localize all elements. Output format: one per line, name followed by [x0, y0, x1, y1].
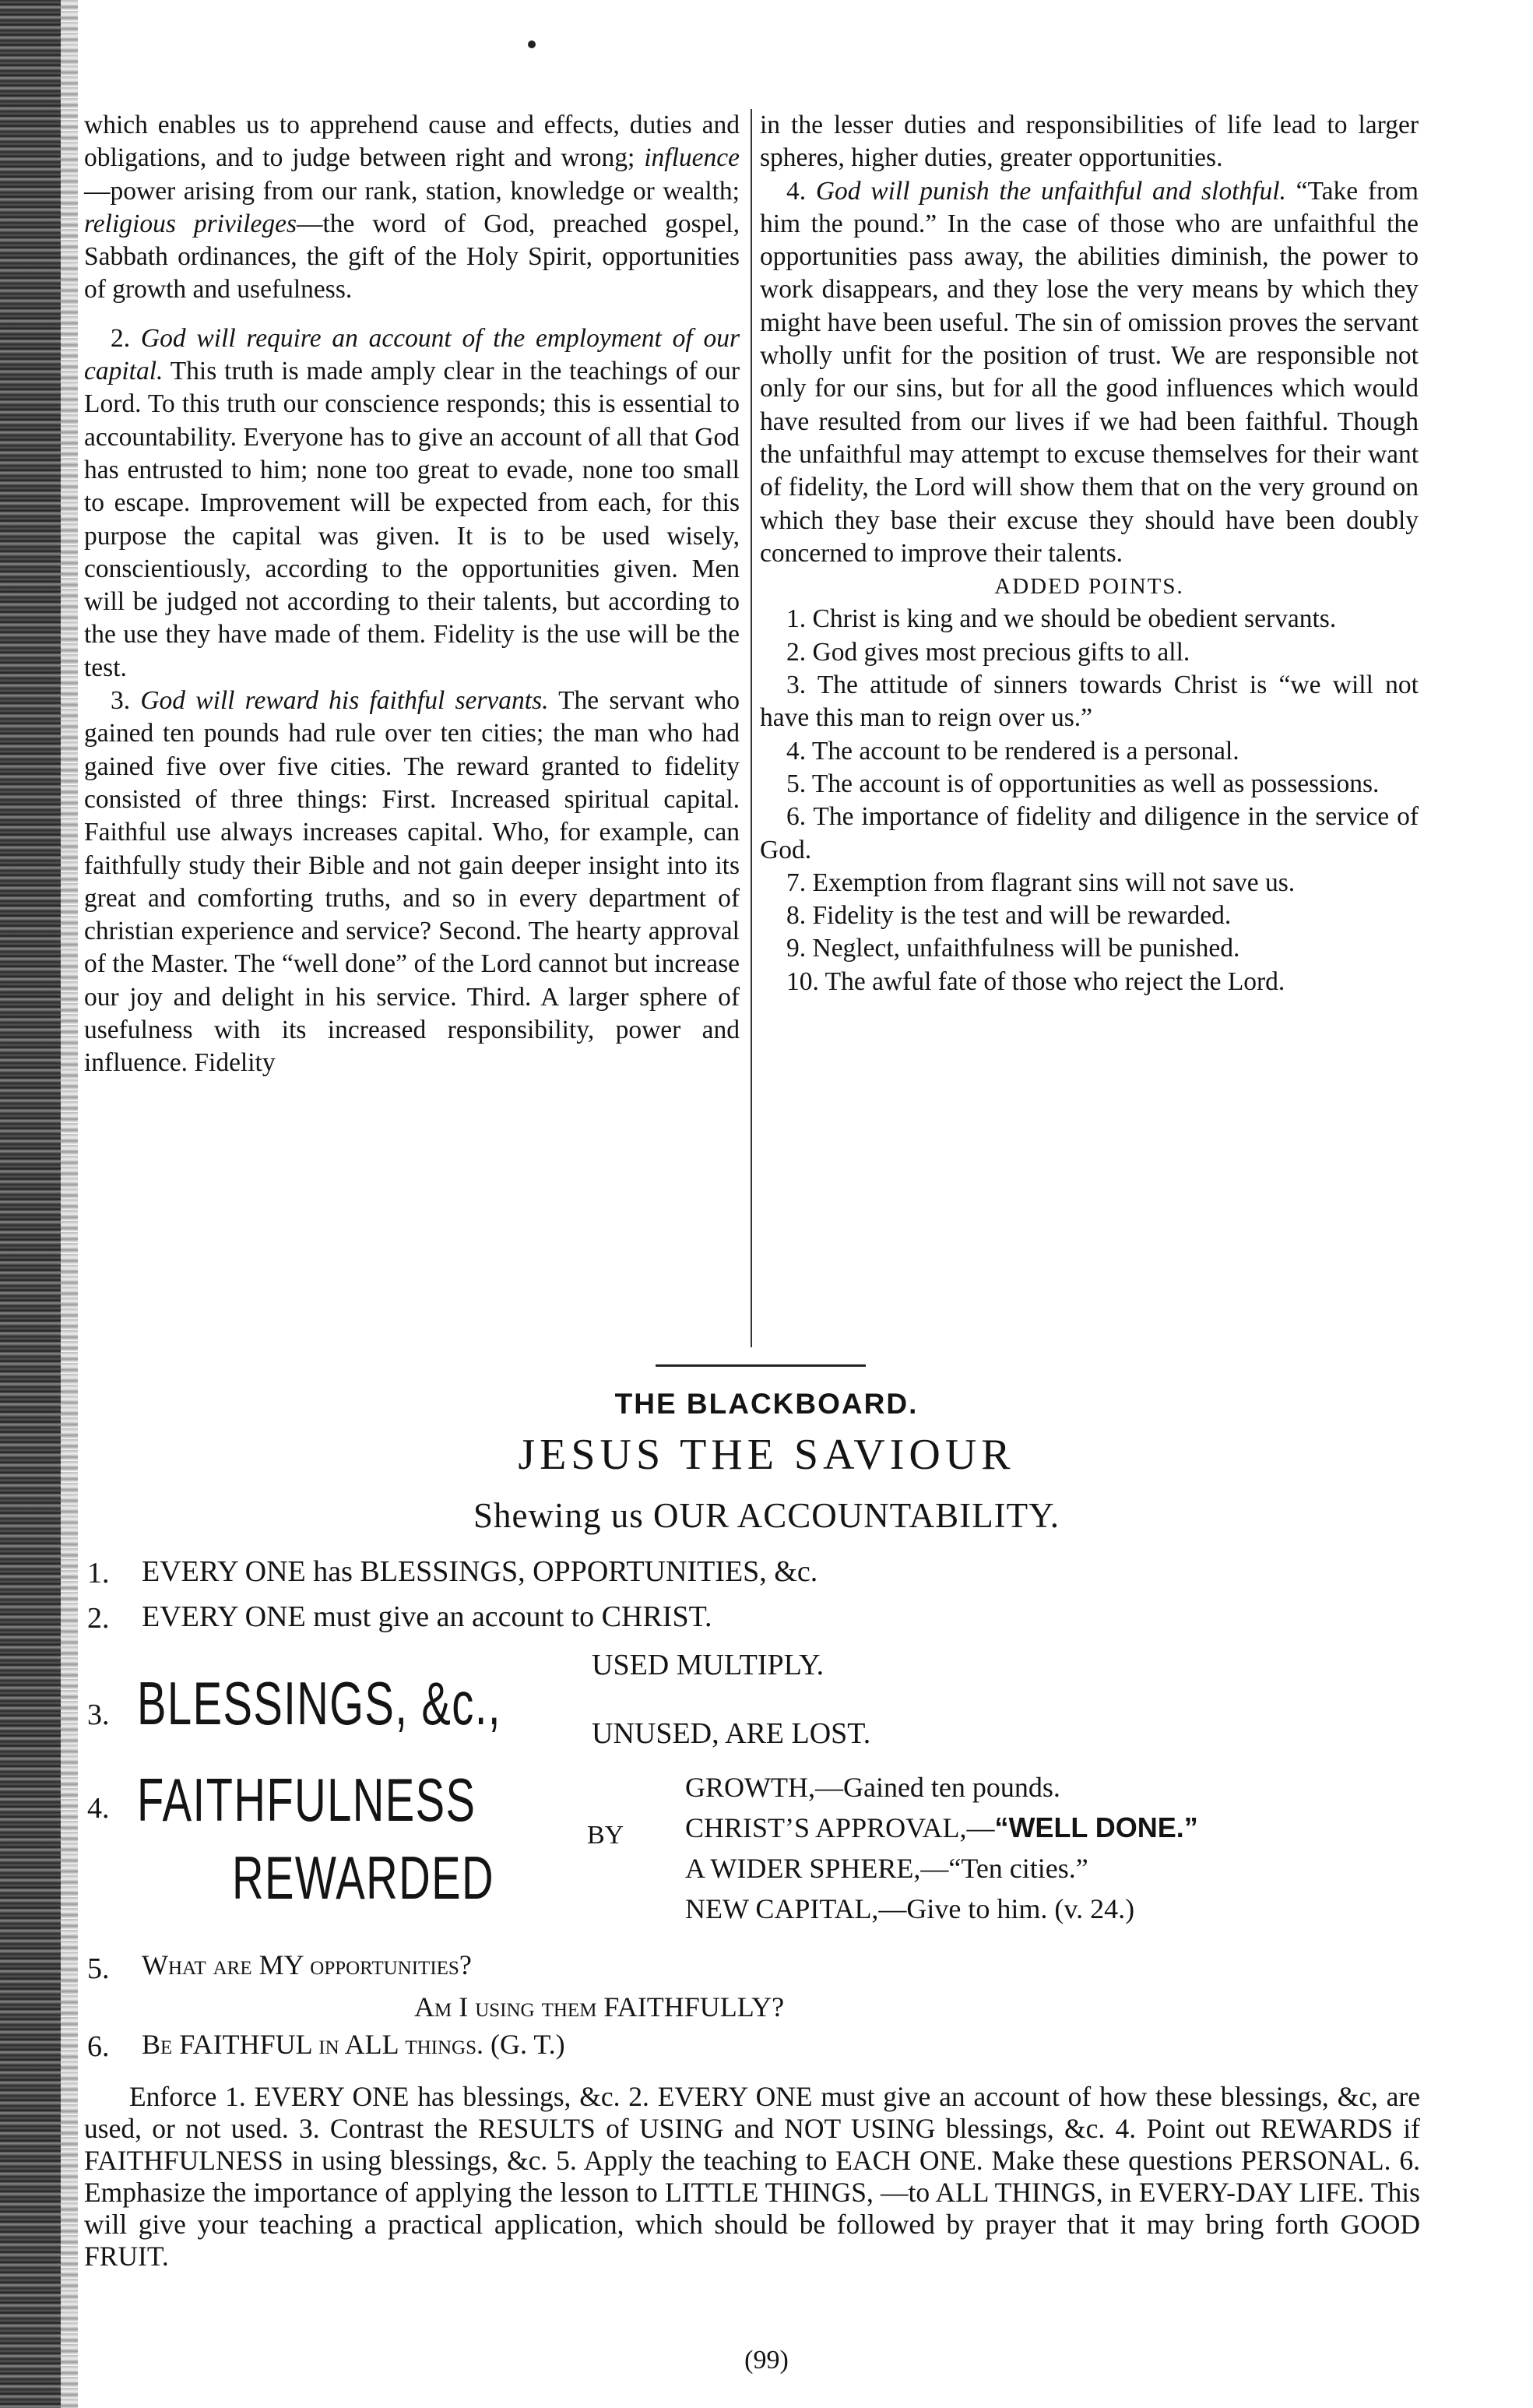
added-point: 8. Fidelity is the test and will be rewarded.: [786, 901, 1232, 931]
enforce-paragraph: Enforce 1. EVERY ONE has blessings, &c. 2. EVERY ONE must give an account of how these blessings, &c, are used, or not used. 3. Contrast the RESULTS of USING and NOT USING blessings, &c. 4. Point out REWARDS if FAITHFULNESS in using blessings, &c. 5. Apply the teaching to EACH ONE. Make these questions PERSONAL. 6. Emphasize the importance of applying the lesson to LITTLE THINGS, —to ALL THINGS, in EVERY-DAY LIFE. This will give your teaching a practical application, which should be followed by prayer that it may bring forth GOOD FRUIT.: [84, 2081, 1420, 2272]
bb-item-1: EVERY ONE has BLESSINGS, OPPORTUNITIES, &c.: [142, 1555, 818, 1588]
added-point: 4. The account to be rendered is a personal.: [786, 736, 1239, 766]
bb-item-4-reward-2: CHRIST’S APPROVAL,—“WELL DONE.”: [685, 1811, 1198, 1843]
blackboard-title: JESUS THE SAVIOUR: [518, 1431, 1015, 1479]
bb-item-5-number: 5.: [87, 1952, 110, 1985]
religious-privileges-label: religious privileges: [84, 209, 297, 238]
right-paragraph-1: in the lesser duties and responsibilities of life lead to larger spheres, higher duties, greater opportunities.: [760, 111, 1419, 173]
left-column: [84, 109, 740, 1347]
page-binding-shadow: [61, 0, 78, 2408]
blackboard-heading: THE BLACKBOARD.: [614, 1388, 919, 1420]
right-column: [760, 109, 1419, 1347]
bb-item-5: What are MY opportunities?: [142, 1949, 472, 1980]
bb-item-1-number: 1.: [87, 1557, 110, 1589]
added-points-heading: ADDED POINTS.: [994, 574, 1184, 600]
bb-item-5b: Am I using them FAITHFULLY?: [414, 1991, 785, 2023]
point-2-label: God will require an account of the employment of our capital.: [84, 323, 740, 386]
influence-label: influence: [644, 143, 740, 173]
page-number: (99): [744, 2346, 789, 2375]
bb-item-4-big-1: FAITHFULNESS: [137, 1766, 476, 1834]
bb-item-6-number: 6.: [87, 2030, 110, 2063]
bb-item-3-big: BLESSINGS, &c.,: [137, 1669, 501, 1737]
added-point: 6. The importance of fidelity and diligence in the service of God.: [760, 802, 1419, 864]
point-4-paragraph: 4. God will punish the unfaithful and slothful. “Take from him the pound.” In the case of those who are unfaithful the opportunities pass away, the abilities diminish, the power to work disappears, and they lose the very means by which they might have been useful. The sin of omission proves the servant wholly unfit for the position of trust. We are responsible not only for our sins, but for all the good influences which would have resulted from our lives if we had been faithful. Though the unfaithful may attempt to excuse themselves for their want of fidelity, the Lord will show them that on the very ground on which they base their excuse they should have been doubly concerned to improve their talents.: [760, 176, 1419, 568]
point-4-label: God will punish the unfaithful and slothful.: [815, 176, 1286, 206]
point-3-label: God will reward his faithful servants.: [140, 686, 549, 716]
bb-item-3-number: 3.: [87, 1699, 110, 1731]
added-point: 5. The account is of opportunities as well as possessions.: [786, 769, 1380, 798]
added-point: 10. The awful fate of those who reject the Lord.: [786, 966, 1285, 996]
printer-dot: [528, 40, 536, 48]
bb-item-4-reward-3: A WIDER SPHERE,—“Ten cities.”: [685, 1853, 1088, 1884]
bb-item-2-number: 2.: [87, 1602, 110, 1635]
added-point: 7. Exemption from flagrant sins will not save us.: [786, 868, 1296, 897]
bb-item-2: EVERY ONE must give an account to CHRIST.: [142, 1600, 712, 1633]
bb-item-4-big-2: REWARDED: [232, 1843, 495, 1912]
added-point: 1. Christ is king and we should be obedient servants.: [786, 604, 1337, 634]
bb-item-4-by: BY: [587, 1821, 624, 1850]
column-divider: [751, 109, 752, 1347]
bb-item-4-reward-4: NEW CAPITAL,—Give to him. (v. 24.): [685, 1893, 1135, 1924]
point-3-paragraph: 3. God will reward his faithful servants. The servant who gained ten pounds had rule over ten cities; the man who had gained five over five cities. The reward granted to fidelity consisted of three things: First. Increased spiritual capital. Faithful use always increases capital. Who, for example, can faithfully study their Bible and not gain deeper insight into its great and comforting truths, and so in every department of christian experience and service? Second. The hearty approval of the Master. The “well done” of the Lord cannot but increase our joy and delight in his service. Third. A larger sphere of usefulness with its increased responsibility, power and influence. Fidelity: [84, 686, 740, 1078]
added-point: 2. God gives most precious gifts to all.: [786, 637, 1190, 667]
left-paragraph-1: which enables us to apprehend cause and effects, duties and obligations, and to judge between right and wrong; influence—power arising from our rank, station, knowledge or wealth; religious privileges—the word of God, preached gospel, Sabbath ordinances, the gift of the Holy Spirit, opportunities of growth and usefulness.: [84, 111, 740, 305]
added-point: 3. The attitude of sinners towards Christ is “we will not have this man to reign over us.”: [760, 671, 1419, 733]
point-2-paragraph: 2. God will require an account of the employment of our capital. This truth is made amply clear in the teachings of our Lord. To this truth our conscience responds; this is essential to accountability. Everyone has to give an account of all that God has entrusted to him; none too great to evade, none too small to escape. Improvement will be expected from each, for this purpose the capital was given. It is to be used wisely, conscientiously, according to the opportunities given. Men will be judged not according to their talents, but according to the use they have made of them. Fidelity is the use will be the test.: [84, 323, 740, 682]
bb-item-4-reward-1: GROWTH,—Gained ten pounds.: [685, 1772, 1060, 1803]
section-rule: [656, 1364, 866, 1367]
bb-item-3-used: USED MULTIPLY.: [592, 1649, 825, 1681]
bb-item-6: Be FAITHFUL in ALL things. (G. T.): [142, 2029, 565, 2060]
bb-item-3-unused: UNUSED, ARE LOST.: [592, 1717, 871, 1750]
added-point: 9. Neglect, unfaithfulness will be punished.: [786, 934, 1240, 963]
page-binding-edge: [0, 0, 61, 2408]
blackboard-subtitle: Shewing us OUR ACCOUNTABILITY.: [473, 1496, 1060, 1535]
bb-item-4-number: 4.: [87, 1792, 110, 1825]
